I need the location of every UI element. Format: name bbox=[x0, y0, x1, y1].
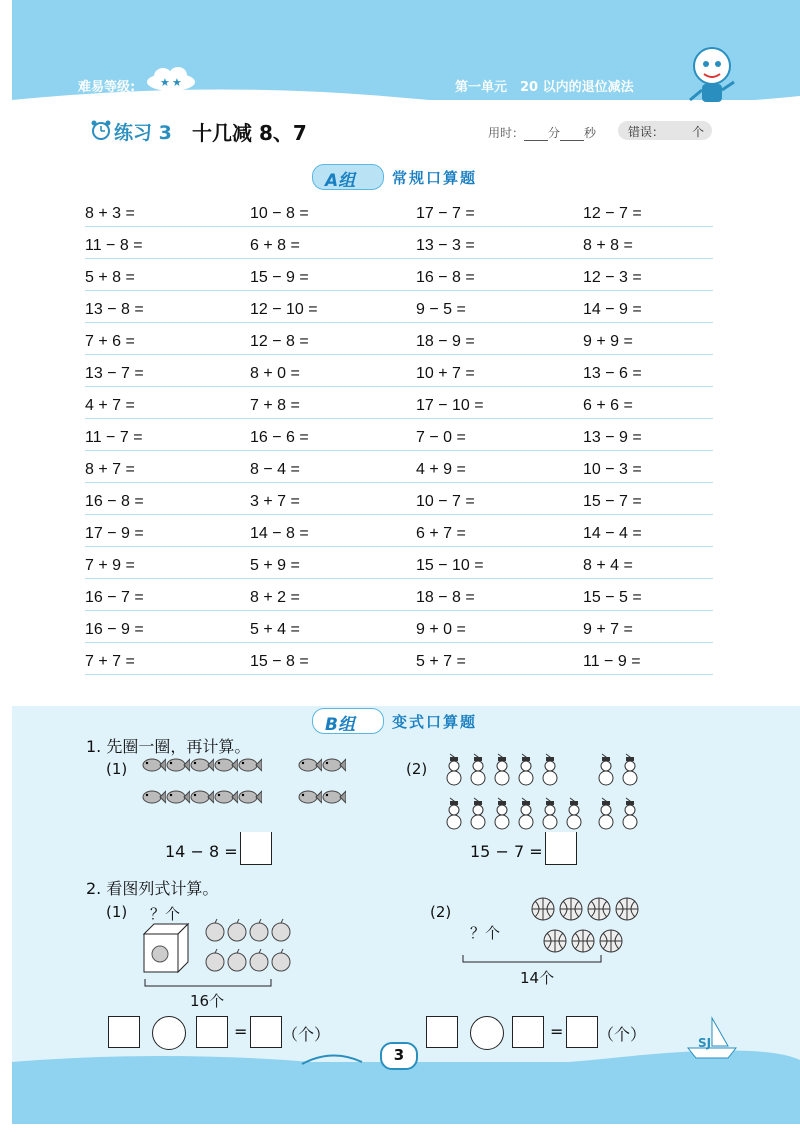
calc-item[interactable]: 8 + 0 = bbox=[250, 365, 300, 382]
basketball-icon bbox=[586, 896, 612, 926]
group-a-badge-text: A组 bbox=[325, 171, 356, 191]
calc-item[interactable]: 12 − 3 = bbox=[583, 269, 642, 286]
svg-text:★: ★ bbox=[172, 76, 182, 89]
calc-item[interactable]: 5 + 8 = bbox=[85, 269, 135, 286]
apple-icon bbox=[204, 918, 226, 946]
calc-item[interactable]: 15 − 5 = bbox=[583, 589, 642, 606]
calc-item[interactable]: 16 − 8 = bbox=[85, 493, 144, 510]
fish-icon bbox=[238, 788, 262, 810]
q2-part1-unit: （个） bbox=[282, 1025, 331, 1044]
minutes-blank[interactable] bbox=[524, 128, 548, 141]
grid-row-line bbox=[85, 258, 713, 259]
snowman-icon bbox=[468, 796, 488, 834]
apple-icon bbox=[226, 948, 248, 976]
calc-item[interactable]: 5 + 9 = bbox=[250, 557, 300, 574]
snowman-icon bbox=[596, 752, 616, 790]
calc-item[interactable]: 6 + 8 = bbox=[250, 237, 300, 254]
grid-row-line bbox=[85, 610, 713, 611]
snowman-icon bbox=[444, 796, 464, 834]
q2-part2-unit: （个） bbox=[598, 1025, 647, 1044]
calc-item[interactable]: 14 − 8 = bbox=[250, 525, 309, 542]
calc-item[interactable]: 7 + 7 = bbox=[85, 653, 135, 670]
calc-item[interactable]: 11 − 9 = bbox=[583, 653, 641, 670]
q2-prompt: 2. 看图列式计算。 bbox=[86, 879, 219, 898]
q1-prompt: 1. 先圈一圈，再计算。 bbox=[86, 737, 251, 756]
grid-row-line bbox=[85, 290, 713, 291]
calc-item[interactable]: 6 + 6 = bbox=[583, 397, 633, 414]
snowman-icon bbox=[492, 752, 512, 790]
q1-part1-answer-box[interactable] bbox=[240, 832, 272, 865]
box-icon bbox=[140, 920, 192, 976]
fish-icon bbox=[322, 756, 346, 778]
exercise-label: 练习 3 bbox=[114, 122, 172, 144]
calc-item[interactable]: 11 − 8 = bbox=[85, 237, 143, 254]
q2-part2-total: 14个 bbox=[520, 969, 555, 987]
q2-part1-label: (1) bbox=[106, 903, 128, 921]
fish-icon bbox=[298, 756, 322, 778]
grid-row-line bbox=[85, 546, 713, 547]
calc-item[interactable]: 9 − 5 = bbox=[416, 301, 466, 318]
calc-item[interactable]: 18 − 9 = bbox=[416, 333, 475, 350]
calc-item[interactable]: 15 − 9 = bbox=[250, 269, 309, 286]
alarm-clock-icon bbox=[90, 119, 112, 141]
fish-icon bbox=[190, 756, 214, 778]
q2-part1-unknown: ？个 bbox=[150, 905, 181, 923]
calc-item[interactable]: 8 + 4 = bbox=[583, 557, 633, 574]
calc-item[interactable]: 16 − 8 = bbox=[416, 269, 475, 286]
basketball-icon bbox=[614, 896, 640, 926]
minutes-unit: 分 bbox=[548, 126, 561, 140]
calc-item[interactable]: 18 − 8 = bbox=[416, 589, 475, 606]
calc-item[interactable]: 6 + 7 = bbox=[416, 525, 466, 542]
mascot-icon bbox=[682, 40, 742, 112]
calc-item[interactable]: 17 − 10 = bbox=[416, 397, 484, 414]
svg-text:★: ★ bbox=[160, 76, 170, 89]
apple-icon bbox=[226, 918, 248, 946]
snowman-icon bbox=[540, 796, 560, 834]
calc-item[interactable]: 7 + 6 = bbox=[85, 333, 135, 350]
calc-item[interactable]: 5 + 4 = bbox=[250, 621, 300, 638]
calc-item[interactable]: 13 − 7 = bbox=[85, 365, 144, 382]
group-a-badge bbox=[312, 164, 384, 190]
snowman-icon bbox=[540, 752, 560, 790]
grid-row-line bbox=[85, 418, 713, 419]
calc-item[interactable]: 4 + 7 = bbox=[85, 397, 135, 414]
sailboat-logo-icon bbox=[684, 1016, 740, 1062]
exercise-topic: 十几减 8、7 bbox=[192, 121, 307, 145]
page-number: 3 bbox=[380, 1042, 418, 1070]
calc-item[interactable]: 17 − 7 = bbox=[416, 205, 475, 222]
fish-icon bbox=[142, 756, 166, 778]
snowman-icon bbox=[516, 752, 536, 790]
calc-item[interactable]: 8 − 4 = bbox=[250, 461, 300, 478]
fish-icon bbox=[166, 788, 190, 810]
q1-part2-label: (2) bbox=[406, 760, 428, 778]
q1-part2-equation: 15 − 7 = bbox=[470, 842, 543, 861]
errors-unit: 个 bbox=[692, 125, 705, 139]
group-a-title: 常规口算题 bbox=[392, 169, 478, 187]
calc-item[interactable]: 13 − 9 = bbox=[583, 429, 642, 446]
calc-item[interactable]: 3 + 7 = bbox=[250, 493, 300, 510]
calc-item[interactable]: 14 − 9 = bbox=[583, 301, 642, 318]
snowman-icon bbox=[492, 796, 512, 834]
fish-icon bbox=[298, 788, 322, 810]
calc-item[interactable]: 15 − 10 = bbox=[416, 557, 484, 574]
time-label: 用时： bbox=[488, 126, 525, 140]
grid-row-line bbox=[85, 482, 713, 483]
calc-item[interactable]: 16 − 7 = bbox=[85, 589, 144, 606]
apple-icon bbox=[270, 948, 292, 976]
apple-icon bbox=[248, 918, 270, 946]
fish-icon bbox=[322, 788, 346, 810]
calc-item[interactable]: 5 + 7 = bbox=[416, 653, 466, 670]
calc-item[interactable]: 8 + 8 = bbox=[583, 237, 633, 254]
snowman-icon bbox=[468, 752, 488, 790]
seconds-unit: 秒 bbox=[584, 126, 597, 140]
grid-row-line bbox=[85, 642, 713, 643]
total-brace-1 bbox=[144, 978, 272, 990]
calc-item[interactable]: 15 − 7 = bbox=[583, 493, 642, 510]
grid-row-line bbox=[85, 674, 713, 675]
q2-part2-unknown: ？个 bbox=[470, 924, 501, 942]
calc-item[interactable]: 12 − 8 = bbox=[250, 333, 309, 350]
calc-item[interactable]: 11 − 7 = bbox=[85, 429, 143, 446]
snowman-icon bbox=[516, 796, 536, 834]
snowman-icon bbox=[620, 752, 640, 790]
q1-part1-equation: 14 − 8 = bbox=[165, 842, 238, 861]
apple-icon bbox=[248, 948, 270, 976]
calc-item[interactable]: 17 − 9 = bbox=[85, 525, 144, 542]
calc-item[interactable]: 7 + 8 = bbox=[250, 397, 300, 414]
grid-row-line bbox=[85, 322, 713, 323]
grid-row-line bbox=[85, 578, 713, 579]
apple-icon bbox=[204, 948, 226, 976]
q2-part2-label: (2) bbox=[430, 903, 452, 921]
fish-icon bbox=[214, 756, 238, 778]
calc-item[interactable]: 16 − 9 = bbox=[85, 621, 144, 638]
group-b-badge bbox=[312, 708, 384, 734]
group-b-title: 变式口算题 bbox=[392, 713, 478, 731]
grid-row-line bbox=[85, 386, 713, 387]
calc-item[interactable]: 10 + 7 = bbox=[416, 365, 475, 382]
calc-item[interactable]: 13 − 3 = bbox=[416, 237, 475, 254]
grid-row-line bbox=[85, 226, 713, 227]
calc-item[interactable]: 7 − 0 = bbox=[416, 429, 466, 446]
grid-row-line bbox=[85, 354, 713, 355]
calc-item[interactable]: 8 + 2 = bbox=[250, 589, 300, 606]
errors-field[interactable] bbox=[618, 121, 712, 140]
q2-part2-equals: = bbox=[550, 1022, 564, 1041]
calc-item[interactable]: 14 − 4 = bbox=[583, 525, 642, 542]
calc-item[interactable]: 10 − 7 = bbox=[416, 493, 475, 510]
snowman-icon bbox=[444, 752, 464, 790]
footer-band bbox=[12, 1062, 800, 1124]
calc-item[interactable]: 9 + 7 = bbox=[583, 621, 633, 638]
calc-item[interactable]: 15 − 8 = bbox=[250, 653, 309, 670]
total-brace-2 bbox=[462, 954, 602, 966]
fish-icon bbox=[142, 788, 166, 810]
calc-item[interactable]: 13 − 6 = bbox=[583, 365, 642, 382]
calc-item[interactable]: 7 + 9 = bbox=[85, 557, 135, 574]
calc-item[interactable]: 12 − 7 = bbox=[583, 205, 642, 222]
errors-label: 错误： bbox=[628, 125, 665, 139]
calc-item[interactable]: 9 + 0 = bbox=[416, 621, 466, 638]
difficulty-cloud-icon bbox=[145, 66, 197, 92]
group-b-badge-text: B组 bbox=[325, 715, 355, 735]
logo-text: SJ bbox=[698, 1036, 712, 1050]
calc-item[interactable]: 10 − 3 = bbox=[583, 461, 642, 478]
q2-part1-equals: = bbox=[234, 1022, 248, 1041]
apple-icon bbox=[270, 918, 292, 946]
basketball-icon bbox=[558, 896, 584, 926]
grid-row-line bbox=[85, 450, 713, 451]
grid-row-line bbox=[85, 514, 713, 515]
unit-title: 第一单元 20 以内的退位减法 bbox=[455, 80, 634, 95]
basketball-icon bbox=[530, 896, 556, 926]
seconds-blank[interactable] bbox=[560, 128, 584, 141]
difficulty-label: 难易等级: bbox=[78, 80, 136, 95]
calc-item[interactable]: 8 + 3 = bbox=[85, 205, 135, 222]
snowman-icon bbox=[620, 796, 640, 834]
fish-icon bbox=[214, 788, 238, 810]
q1-part2-answer-box[interactable] bbox=[545, 832, 577, 865]
calc-item[interactable]: 8 + 7 = bbox=[85, 461, 135, 478]
q2-part1-total: 16个 bbox=[190, 992, 225, 1010]
calc-item[interactable]: 13 − 8 = bbox=[85, 301, 144, 318]
calc-item[interactable]: 4 + 9 = bbox=[416, 461, 466, 478]
time-field bbox=[488, 124, 596, 141]
fish-icon bbox=[238, 756, 262, 778]
calc-item[interactable]: 16 − 6 = bbox=[250, 429, 309, 446]
q1-part1-label: (1) bbox=[106, 760, 128, 778]
calc-item[interactable]: 10 − 8 = bbox=[250, 205, 309, 222]
snowman-icon bbox=[564, 796, 584, 834]
snowman-icon bbox=[596, 796, 616, 834]
calc-item[interactable]: 9 + 9 = bbox=[583, 333, 633, 350]
calc-item[interactable]: 12 − 10 = bbox=[250, 301, 318, 318]
fish-icon bbox=[190, 788, 214, 810]
fish-icon bbox=[166, 756, 190, 778]
